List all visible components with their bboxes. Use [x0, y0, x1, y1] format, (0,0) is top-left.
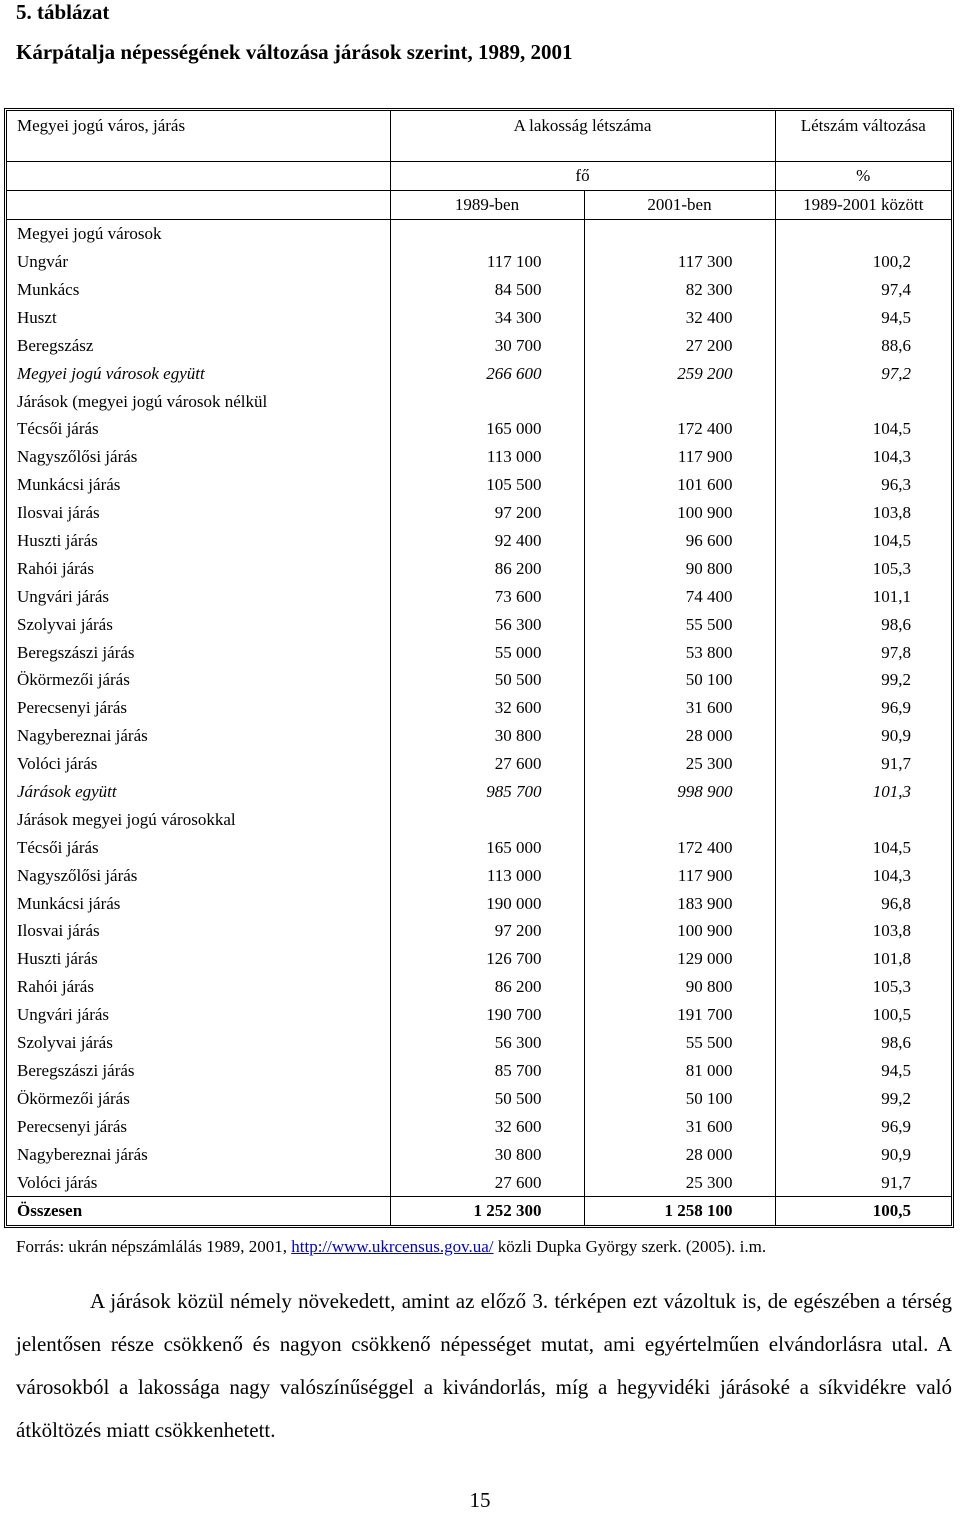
row-name: Ungvári járás: [17, 586, 110, 606]
header-unit-persons: fő: [390, 162, 775, 191]
change-percent: 98,6: [775, 1029, 951, 1057]
table-row: [7, 387, 951, 415]
value-2001: 259 200: [584, 359, 775, 387]
value-2001: 117 900: [584, 443, 775, 471]
population-table-wrapper: [4, 108, 954, 1228]
row-name: Volóci járás: [17, 1172, 98, 1192]
table-row: [7, 750, 951, 778]
value-1989: 165 000: [390, 833, 584, 861]
row-name: Szolyvai járás: [17, 614, 113, 634]
change-percent: 100,5: [775, 1001, 951, 1029]
value-1989: 56 300: [390, 610, 584, 638]
table-row: [7, 861, 951, 889]
row-name: Huszt: [17, 307, 57, 327]
row-name: Ökörmezői járás: [17, 670, 130, 690]
change-percent: 96,3: [775, 471, 951, 499]
change-percent: [775, 387, 951, 415]
value-1989: 50 500: [390, 1084, 584, 1112]
table-row: [7, 248, 951, 276]
value-1989: 55 000: [390, 638, 584, 666]
row-name: Nagybereznai járás: [17, 1144, 148, 1164]
table-row: [7, 443, 951, 471]
value-2001: 117 300: [584, 248, 775, 276]
value-2001: 53 800: [584, 638, 775, 666]
table-row: [7, 1140, 951, 1168]
table-row: [7, 219, 951, 247]
change-percent: 99,2: [775, 1084, 951, 1112]
change-percent: 98,6: [775, 610, 951, 638]
body-paragraph: [16, 1280, 952, 1452]
change-percent: 90,9: [775, 1140, 951, 1168]
header-row-2: [7, 162, 951, 191]
row-name: Técsői járás: [17, 419, 99, 439]
value-1989: 190 000: [390, 889, 584, 917]
header-year-1989: 1989-ben: [390, 190, 584, 219]
table-row: [7, 973, 951, 1001]
row-name: Rahói járás: [17, 558, 94, 578]
row-name: Técsői járás: [17, 837, 99, 857]
change-percent: 96,9: [775, 1112, 951, 1140]
table-row: [7, 1001, 951, 1029]
value-2001: [584, 219, 775, 247]
value-2001: 28 000: [584, 1140, 775, 1168]
table-row: [7, 694, 951, 722]
table-row: [7, 415, 951, 443]
table-row: [7, 359, 951, 387]
table-row: [7, 471, 951, 499]
change-percent: 97,8: [775, 638, 951, 666]
change-percent: 104,5: [775, 415, 951, 443]
value-2001: 129 000: [584, 945, 775, 973]
value-1989: 73 600: [390, 582, 584, 610]
header-unit-percent: %: [775, 162, 951, 191]
value-1989: 165 000: [390, 415, 584, 443]
row-name: Járások (megyei jogú városok nélkül: [17, 391, 268, 411]
row-name: Nagyszőlősi járás: [17, 447, 138, 467]
value-1989: 84 500: [390, 276, 584, 304]
change-percent: 96,8: [775, 889, 951, 917]
value-2001: 55 500: [584, 1029, 775, 1057]
header-col-name: Megyei jogú város, járás: [7, 111, 390, 162]
value-2001: [584, 387, 775, 415]
change-percent: 88,6: [775, 331, 951, 359]
table-number: 5. táblázat: [16, 0, 110, 24]
table-row: [7, 945, 951, 973]
table-row: [7, 638, 951, 666]
value-1989: 105 500: [390, 471, 584, 499]
value-1989: 97 200: [390, 917, 584, 945]
row-name: Járások megyei jogú városokkal: [17, 809, 236, 829]
row-name: Nagyszőlősi járás: [17, 865, 138, 885]
table-row: [7, 1057, 951, 1085]
value-1989: [390, 219, 584, 247]
change-percent: 100,2: [775, 248, 951, 276]
row-name: Beregszász: [17, 335, 94, 355]
table-row: [7, 1168, 951, 1196]
change-percent: [775, 805, 951, 833]
change-percent: 96,9: [775, 694, 951, 722]
value-2001: 27 200: [584, 331, 775, 359]
value-1989: 117 100: [390, 248, 584, 276]
value-1989: 92 400: [390, 527, 584, 555]
table-row: [7, 917, 951, 945]
value-2001: 81 000: [584, 1057, 775, 1085]
change-percent: 99,2: [775, 666, 951, 694]
value-1989: 85 700: [390, 1057, 584, 1085]
row-name: Huszti járás: [17, 949, 98, 969]
value-1989: 126 700: [390, 945, 584, 973]
value-2001: 25 300: [584, 1168, 775, 1196]
change-percent: 103,8: [775, 499, 951, 527]
value-2001: 82 300: [584, 276, 775, 304]
table-row: [7, 805, 951, 833]
value-1989: 32 600: [390, 694, 584, 722]
change-percent: 104,5: [775, 833, 951, 861]
value-2001: 172 400: [584, 833, 775, 861]
row-name: Munkácsi járás: [17, 475, 121, 495]
source-suffix: közli Dupka György szerk. (2005). i.m.: [493, 1237, 767, 1256]
value-1989: 97 200: [390, 499, 584, 527]
table-row: [7, 889, 951, 917]
table-row: [7, 1029, 951, 1057]
change-percent: 103,8: [775, 917, 951, 945]
change-percent: 97,2: [775, 359, 951, 387]
value-2001: 101 600: [584, 471, 775, 499]
value-1989: 50 500: [390, 666, 584, 694]
row-name: Ökörmezői járás: [17, 1088, 130, 1108]
value-2001: 191 700: [584, 1001, 775, 1029]
value-2001: 55 500: [584, 610, 775, 638]
value-1989: 34 300: [390, 303, 584, 331]
value-1989: 30 700: [390, 331, 584, 359]
value-1989: 113 000: [390, 861, 584, 889]
value-1989: 56 300: [390, 1029, 584, 1057]
change-percent: [775, 219, 951, 247]
value-1989: 30 800: [390, 1140, 584, 1168]
value-2001: 32 400: [584, 303, 775, 331]
value-2001: 100 900: [584, 499, 775, 527]
value-1989: 86 200: [390, 554, 584, 582]
value-2001: 1 258 100: [584, 1196, 775, 1224]
change-percent: 91,7: [775, 750, 951, 778]
value-2001: 90 800: [584, 554, 775, 582]
value-1989: 27 600: [390, 1168, 584, 1196]
value-2001: 183 900: [584, 889, 775, 917]
value-1989: 1 252 300: [390, 1196, 584, 1224]
table-row: [7, 666, 951, 694]
table-row: [7, 582, 951, 610]
table-row: [7, 1112, 951, 1140]
row-name: Beregszászi járás: [17, 1060, 135, 1080]
row-name: Rahói járás: [17, 977, 94, 997]
row-name: Ungvár: [17, 252, 68, 272]
change-percent: 104,5: [775, 527, 951, 555]
table-row: [7, 499, 951, 527]
row-name: Munkács: [17, 280, 80, 299]
value-1989: 27 600: [390, 750, 584, 778]
change-percent: 91,7: [775, 1168, 951, 1196]
row-name: Munkácsi járás: [17, 893, 121, 913]
value-1989: 190 700: [390, 1001, 584, 1029]
row-name: Nagybereznai járás: [17, 726, 148, 746]
header-blank: [7, 190, 390, 219]
value-2001: 50 100: [584, 1084, 775, 1112]
value-2001: 25 300: [584, 750, 775, 778]
header-between: 1989-2001 között: [775, 190, 951, 219]
table-row: [7, 527, 951, 555]
value-2001: 100 900: [584, 917, 775, 945]
value-2001: 117 900: [584, 861, 775, 889]
source-prefix: Forrás: ukrán népszámlálás 1989, 2001,: [16, 1237, 292, 1256]
table-row: [7, 610, 951, 638]
change-percent: 101,1: [775, 582, 951, 610]
change-percent: 97,4: [775, 276, 951, 304]
change-percent: 105,3: [775, 554, 951, 582]
table-row: [7, 722, 951, 750]
table-row: [7, 554, 951, 582]
value-2001: 28 000: [584, 722, 775, 750]
change-percent: 94,5: [775, 303, 951, 331]
change-percent: 100,5: [775, 1196, 951, 1224]
value-2001: 50 100: [584, 666, 775, 694]
value-2001: 96 600: [584, 527, 775, 555]
value-2001: 172 400: [584, 415, 775, 443]
value-1989: 113 000: [390, 443, 584, 471]
header-change: Létszám változása: [775, 111, 951, 162]
row-name: Megyei jogú városok: [17, 224, 162, 244]
census-link[interactable]: http://www.ukrcensus.gov.ua/: [291, 1237, 494, 1256]
source-note: [16, 1237, 766, 1257]
population-table: [7, 111, 951, 1225]
value-2001: 998 900: [584, 778, 775, 806]
change-percent: 105,3: [775, 973, 951, 1001]
value-1989: 32 600: [390, 1112, 584, 1140]
change-percent: 90,9: [775, 722, 951, 750]
change-percent: 104,3: [775, 443, 951, 471]
table-row: [7, 331, 951, 359]
row-name: Összesen: [7, 1196, 390, 1224]
table-row: [7, 1084, 951, 1112]
table-row: [7, 833, 951, 861]
value-2001: 31 600: [584, 1112, 775, 1140]
header-row-1: [7, 111, 951, 162]
row-name: Beregszászi járás: [17, 642, 135, 662]
row-name: Járások együtt: [17, 782, 117, 802]
page-number: 15: [469, 1488, 491, 1512]
header-blank: [7, 162, 390, 191]
change-percent: 101,3: [775, 778, 951, 806]
header-year-2001: 2001-ben: [584, 190, 775, 219]
value-1989: 86 200: [390, 973, 584, 1001]
table-row: [7, 303, 951, 331]
value-1989: [390, 387, 584, 415]
change-percent: 94,5: [775, 1057, 951, 1085]
value-1989: 30 800: [390, 722, 584, 750]
row-name: Ungvári járás: [17, 1005, 110, 1025]
value-1989: 266 600: [390, 359, 584, 387]
header-population: A lakosság létszáma: [390, 111, 775, 162]
row-name: Ilosvai járás: [17, 503, 100, 523]
value-2001: 31 600: [584, 694, 775, 722]
table-row: [7, 1196, 951, 1224]
change-percent: 104,3: [775, 861, 951, 889]
value-2001: 74 400: [584, 582, 775, 610]
row-name: Szolyvai járás: [17, 1033, 113, 1053]
row-name: Volóci járás: [17, 754, 98, 774]
table-title: Kárpátalja népességének változása járások szerint, 1989, 2001: [16, 40, 573, 64]
row-name: Megyei jogú városok együtt: [17, 363, 205, 383]
change-percent: 101,8: [775, 945, 951, 973]
value-2001: 90 800: [584, 973, 775, 1001]
table-row: [7, 276, 951, 304]
row-name: Huszti járás: [17, 531, 98, 551]
value-1989: 985 700: [390, 778, 584, 806]
row-name: Perecsenyi járás: [17, 698, 127, 718]
value-1989: [390, 805, 584, 833]
header-row-3: [7, 190, 951, 219]
row-name: Perecsenyi járás: [17, 1116, 127, 1136]
value-2001: [584, 805, 775, 833]
table-row: [7, 778, 951, 806]
paragraph-text: A járások közül némely növekedett, amint az előző 3. térképen ezt vázoltuk is, de egészében a térség jelentősen része csökkenő és nagyon csökkenő népességet mutat, ami egyértelműen elvándorlásra utal. A városokból a lakossága nagy valószínűséggel a kivándorlás, míg a hegyvidéki járásoké a síkvidékre való átköltözés miatt csökkenhetett.: [16, 1289, 952, 1442]
row-name: Ilosvai járás: [17, 921, 100, 941]
